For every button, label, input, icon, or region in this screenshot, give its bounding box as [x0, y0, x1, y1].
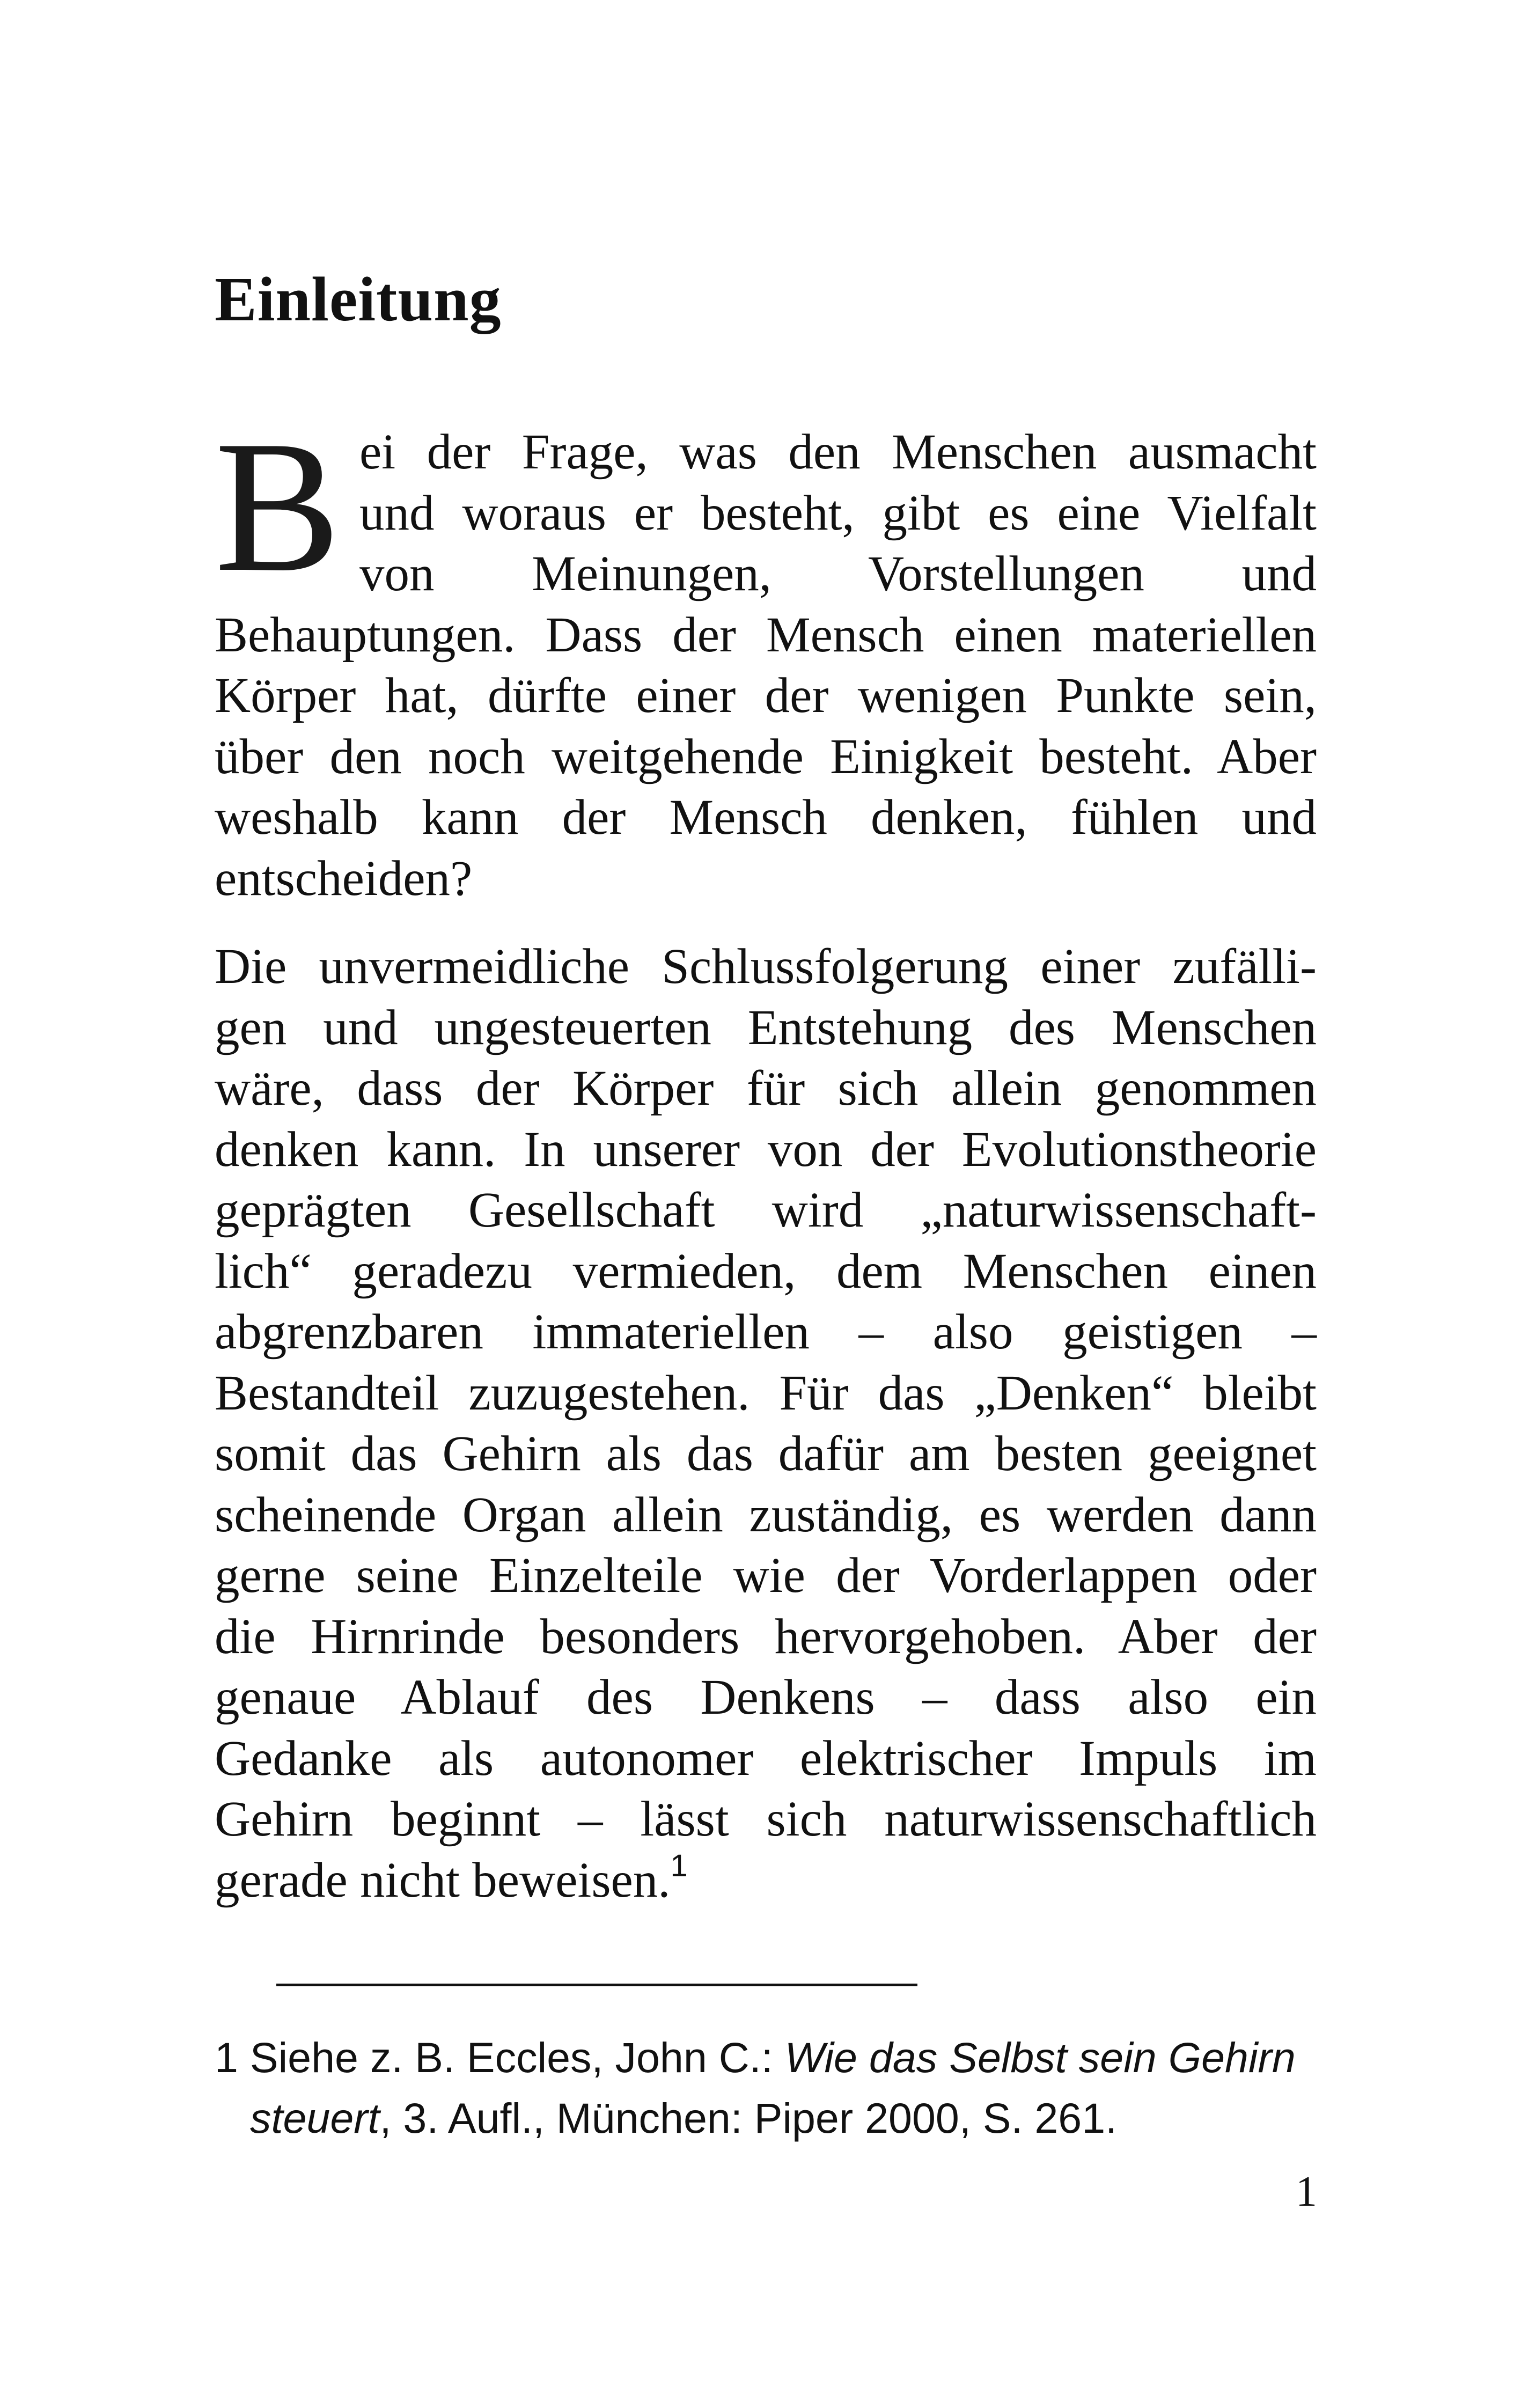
- paragraph-line: von Meinungen, Vorstellungen und: [359, 546, 1317, 601]
- paragraph-line: genaue Ablauf des Denkens – dass also ein: [215, 1670, 1317, 1725]
- paragraph-2: [215, 936, 1317, 1911]
- chapter-heading: Einleitung: [215, 264, 502, 334]
- footnote-reference[interactable]: 1: [670, 1848, 688, 1883]
- footnote-prefix: Siehe z. B. Eccles, John C.:: [249, 2033, 773, 2081]
- paragraph-line: entscheiden?: [215, 850, 473, 906]
- paragraph-line: abgrenzbaren immateriellen – also geistigen –: [215, 1304, 1317, 1360]
- paragraph-line: über den noch weitgehende Einigkeit besteht. Aber: [215, 729, 1317, 784]
- paragraph-line: Behauptungen. Dass der Mensch einen materiellen: [215, 607, 1317, 663]
- page-number: 1: [1296, 2168, 1317, 2215]
- footnote-title-part2: steuert: [250, 2094, 380, 2142]
- paragraph-line: scheinende Organ allein zuständig, es werden dann: [215, 1487, 1317, 1543]
- paragraph-line: Gehirn beginnt – lässt sich naturwissenschaftlich: [215, 1792, 1317, 1847]
- paragraph-line-text: gerade nicht beweisen.: [215, 1852, 671, 1908]
- footnote-suffix: , 3. Aufl., München: Piper 2000, S. 261.: [379, 2094, 1118, 2142]
- paragraph-line: und woraus er besteht, gibt es eine Vielfalt: [359, 485, 1317, 541]
- paragraph-line: die Hirnrinde besonders hervorgehoben. Aber der: [215, 1609, 1317, 1664]
- dropcap-letter: B: [215, 402, 341, 611]
- footnote: [215, 2027, 1341, 2148]
- paragraph-line: weshalb kann der Mensch denken, fühlen und: [215, 790, 1317, 845]
- paragraph-line: lich“ geradezu vermieden, dem Menschen einen: [215, 1243, 1317, 1299]
- footnote-title-part1: Wie das Selbst sein Gehirn: [784, 2033, 1296, 2081]
- paragraph-line: gen und ungesteuerten Entstehung des Menschen: [215, 1000, 1317, 1055]
- paragraph-line: somit das Gehirn als das dafür am besten geeignet: [215, 1426, 1317, 1481]
- paragraph-line: Bestandteil zuzugestehen. Für das „Denken“ bleibt: [215, 1365, 1317, 1421]
- paragraph-1: [215, 402, 1317, 909]
- footnote-divider: [276, 1984, 917, 1986]
- paragraph-line: wäre, dass der Körper für sich allein genommen: [215, 1061, 1317, 1116]
- paragraph-line: ei der Frage, was den Menschen ausmacht: [359, 424, 1317, 480]
- paragraph-last-line: [215, 1850, 1317, 1911]
- paragraph-line: geprägten Gesellschaft wird „naturwissenschaft-: [215, 1183, 1317, 1238]
- paragraph-line: Gedanke als autonomer elektrischer Impuls im: [215, 1730, 1317, 1786]
- paragraph-line: gerne seine Einzelteile wie der Vorderlappen oder: [215, 1548, 1317, 1603]
- footnote-line-2: [215, 2088, 1341, 2148]
- footnote-number: 1: [215, 2033, 238, 2081]
- paragraph-line: Die unvermeidliche Schlussfolgerung einer zufälli-: [215, 939, 1317, 994]
- paragraph-line: Körper hat, dürfte einer der wenigen Punkte sein,: [215, 668, 1317, 723]
- paragraph-line: denken kann. In unserer von der Evolutionstheorie: [215, 1121, 1317, 1177]
